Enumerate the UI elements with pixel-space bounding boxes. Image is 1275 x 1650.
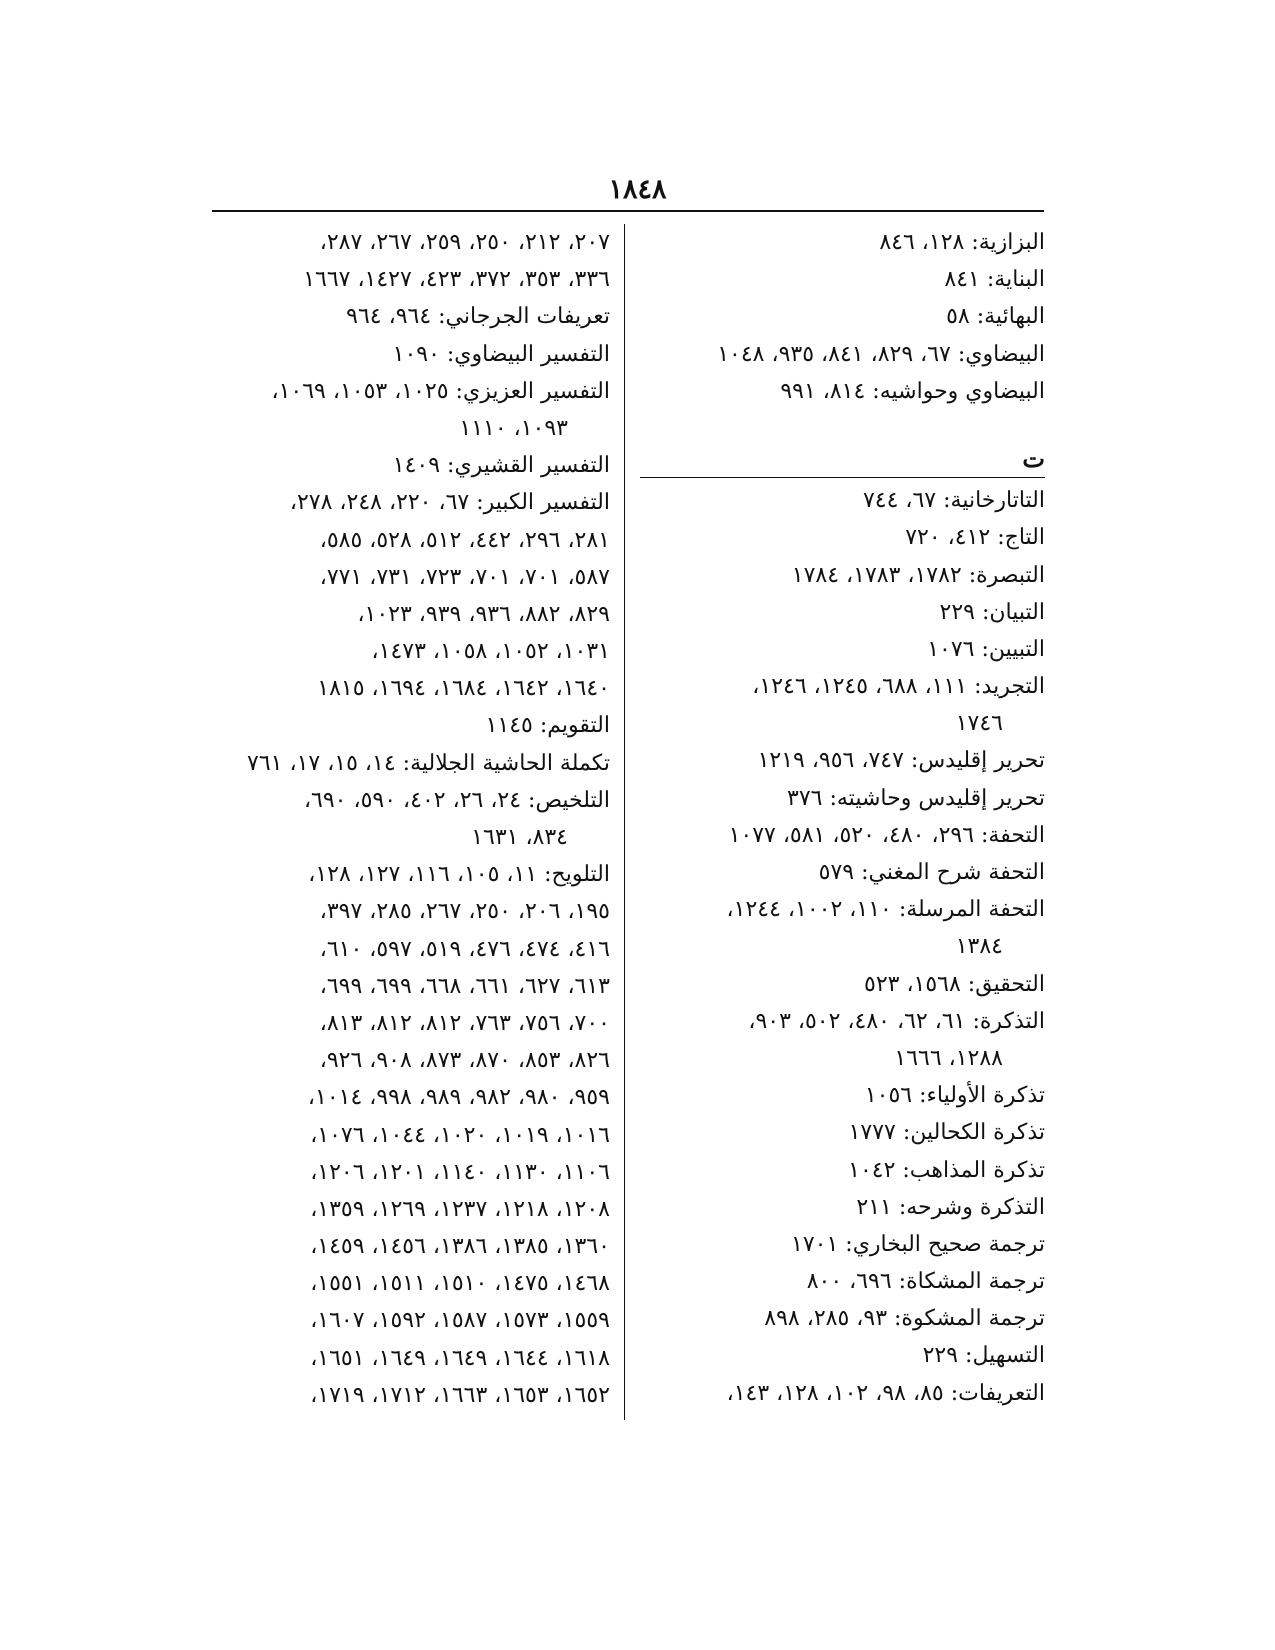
index-column-left: [212, 224, 610, 1414]
index-entry: ١٠٣١، ١٠٥٢، ١٠٥٨، ١٤٧٣،: [371, 639, 610, 665]
index-entry: ٦١٣، ٦٢٧، ٦٦١، ٦٦٨، ٦٩٩، ٦٩٩،: [319, 973, 610, 999]
index-entry: ٧٠٠، ٧٥٦، ٧٦٣، ٨١٢، ٨١٢، ٨١٣،: [319, 1010, 610, 1036]
index-entry: التسهيل: ٢٢٩: [922, 1343, 1045, 1369]
index-entry: ١٥٥٩، ١٥٧٣، ١٥٨٧، ١٥٩٢، ١٦٠٧،: [310, 1308, 610, 1334]
index-entry: ١٠١٦، ١٠١٩، ١٠٢٠، ١٠٤٤، ١٠٧٦،: [310, 1122, 610, 1148]
index-entry: ١٩٥، ٢٠٦، ٢٥٠، ٢٦٧، ٢٨٥، ٣٩٧،: [319, 899, 610, 925]
index-entry: التبيين: ١٠٧٦: [927, 636, 1045, 662]
index-entry: ١٦٤٠، ١٦٤٢، ١٦٨٤، ١٦٩٤، ١٨١٥: [317, 676, 610, 702]
index-entry: التحفة شرح المغني: ٥٧٩: [818, 860, 1045, 885]
index-column-right: [640, 224, 1045, 1412]
index-entry-continuation: ١٣٨٤: [955, 934, 1003, 960]
index-entry: التفسير العزيزي: ١٠٢٥، ١٠٥٣، ١٠٦٩،: [271, 378, 610, 404]
index-entry: تذكرة الكحالين: ١٧٧٧: [848, 1120, 1045, 1146]
index-entry: التحفة المرسلة: ١١٠، ١٠٠٢، ١٢٤٤،: [726, 897, 1045, 923]
index-entry: ٨٢٦، ٨٥٣، ٨٧٠، ٨٧٣، ٩٠٨، ٩٢٦،: [319, 1048, 610, 1074]
index-entry: التفسير الكبير: ٦٧، ٢٢٠، ٢٤٨، ٢٧٨،: [289, 490, 610, 516]
index-entry: التعريفات: ٨٥، ٩٨، ١٠٢، ١٢٨، ١٤٣،: [726, 1380, 1045, 1406]
index-entry: ٨٢٩، ٨٨٢، ٩٣٦، ٩٣٩، ١٠٢٣،: [357, 601, 610, 627]
index-entry: التاتارخانية: ٦٧، ٧٤٤: [862, 488, 1045, 514]
index-entry: ٩٥٩، ٩٨٠، ٩٨٢، ٩٨٩، ٩٩٨، ١٠١٤،: [307, 1085, 610, 1111]
index-entry: التجريد: ١١١، ٦٨٨، ١٢٤٥، ١٢٤٦،: [752, 674, 1045, 700]
index-entry: التذكرة: ٦١، ٦٢، ٤٨٠، ٥٠٢، ٩٠٣،: [748, 1008, 1045, 1034]
index-entry: ١٦١٨، ١٦٤٤، ١٦٤٩، ١٦٤٩، ١٦٥١،: [310, 1345, 610, 1371]
index-entry: التلويح: ١١، ١٠٥، ١١٦، ١٢٧، ١٢٨،: [308, 862, 610, 888]
section-rule: [640, 477, 1045, 478]
index-entry-continuation: ١٢٨٨، ١٦٦٦: [894, 1045, 1003, 1071]
index-entry: البهائية: ٥٨: [946, 304, 1045, 330]
index-entry: التبيان: ٢٢٩: [939, 599, 1045, 625]
index-entry: البيضاوي: ٦٧، ٨٢٩، ٨٤١، ٩٣٥، ١٠٤٨: [717, 341, 1045, 367]
index-entry: التفسير البيضاوي: ١٠٩٠: [392, 341, 610, 367]
index-entry: البناية: ٨٤١: [944, 267, 1045, 293]
index-entry: ١٦٥٢، ١٦٥٣، ١٦٦٣، ١٧١٢، ١٧١٩،: [310, 1382, 610, 1408]
index-entry: ٣٣٦، ٣٥٣، ٣٧٢، ٤٢٣، ١٤٢٧، ١٦٦٧: [303, 267, 610, 293]
index-entry: تذكرة المذاهب: ١٠٤٢: [848, 1157, 1045, 1183]
section-gap: [640, 410, 1045, 440]
section-letter-heading: ت: [1022, 443, 1045, 473]
index-entry: ترجمة المشكوة: ٩٣، ٢٨٥، ٨٩٨: [764, 1306, 1045, 1332]
index-entry: تذكرة الأولياء: ١٠٥٦: [864, 1083, 1045, 1109]
index-entry: ترجمة المشكاة: ٦٩٦، ٨٠٠: [806, 1269, 1045, 1295]
index-entry: ١٢٠٨، ١٢١٨، ١٢٣٧، ١٢٦٩، ١٣٥٩،: [310, 1196, 610, 1222]
index-entry: ١٣٦٠، ١٣٨٥، ١٣٨٦، ١٤٥٦، ١٤٥٩،: [310, 1234, 610, 1260]
index-entry: تحرير إقليدس: ٧٤٧، ٩٥٦، ١٢١٩: [757, 748, 1045, 774]
index-entry: ٢٠٧، ٢١٢، ٢٥٠، ٢٥٩، ٢٦٧، ٢٨٧،: [319, 230, 610, 255]
index-entry-continuation: ١٠٩٣، ١١١٠: [459, 415, 568, 441]
index-entry: البزازية: ١٢٨، ٨٤٦: [879, 230, 1045, 255]
header-rule: [212, 210, 1044, 212]
index-entry: ٤١٦، ٤٧٤، ٤٧٦، ٥١٩، ٥٩٧، ٦١٠،: [319, 936, 610, 962]
index-entry: التذكرة وشرحه: ٢١١: [856, 1194, 1045, 1220]
index-entry: التلخيص: ٢٤، ٢٦، ٤٠٢، ٥٩٠، ٦٩٠،: [303, 787, 610, 813]
page-number: ١٨٤٨: [608, 174, 667, 205]
index-entry: التبصرة: ١٧٨٢، ١٧٨٣، ١٧٨٤: [791, 562, 1045, 588]
index-entry: التحفة: ٢٩٦، ٤٨٠، ٥٢٠، ٥٨١، ١٠٧٧: [728, 822, 1045, 848]
index-entry: التفسير القشيري: ١٤٠٩: [392, 453, 610, 479]
index-entry-continuation: ٨٣٤، ١٦٣١: [471, 825, 568, 850]
index-entry: تعريفات الجرجاني: ٩٦٤، ٩٦٤: [346, 304, 610, 330]
index-entry-continuation: ١٧٤٦: [955, 711, 1003, 737]
index-entry: ٢٨١، ٢٩٦، ٤٤٢، ٥١٢، ٥٢٨، ٥٨٥،: [319, 527, 610, 553]
index-entry: ترجمة صحيح البخاري: ١٧٠١: [791, 1231, 1045, 1257]
index-entry: تحرير إقليدس وحاشيته: ٣٧٦: [787, 785, 1045, 811]
index-entry: البيضاوي وحواشيه: ٨١٤، ٩٩١: [780, 378, 1045, 404]
index-entry: تكملة الحاشية الجلالية: ١٤، ١٥، ١٧، ٧٦١: [247, 750, 610, 776]
index-entry: التحقيق: ١٥٦٨، ٥٢٣: [864, 971, 1045, 997]
index-entry: ٥٨٧، ٧٠١، ٧٠١، ٧٢٣، ٧٣١، ٧٧١،: [319, 564, 610, 590]
index-entry: ١٤٦٨، ١٤٧٥، ١٥١٠، ١٥١١، ١٥٥١،: [310, 1271, 610, 1297]
index-entry: التقويم: ١١٤٥: [485, 713, 610, 739]
index-entry: التاج: ٤١٢، ٧٢٠: [905, 525, 1045, 551]
column-divider: [624, 224, 625, 1420]
index-entry: ١١٠٦، ١١٣٠، ١١٤٠، ١٢٠١، ١٢٠٦،: [310, 1159, 610, 1185]
